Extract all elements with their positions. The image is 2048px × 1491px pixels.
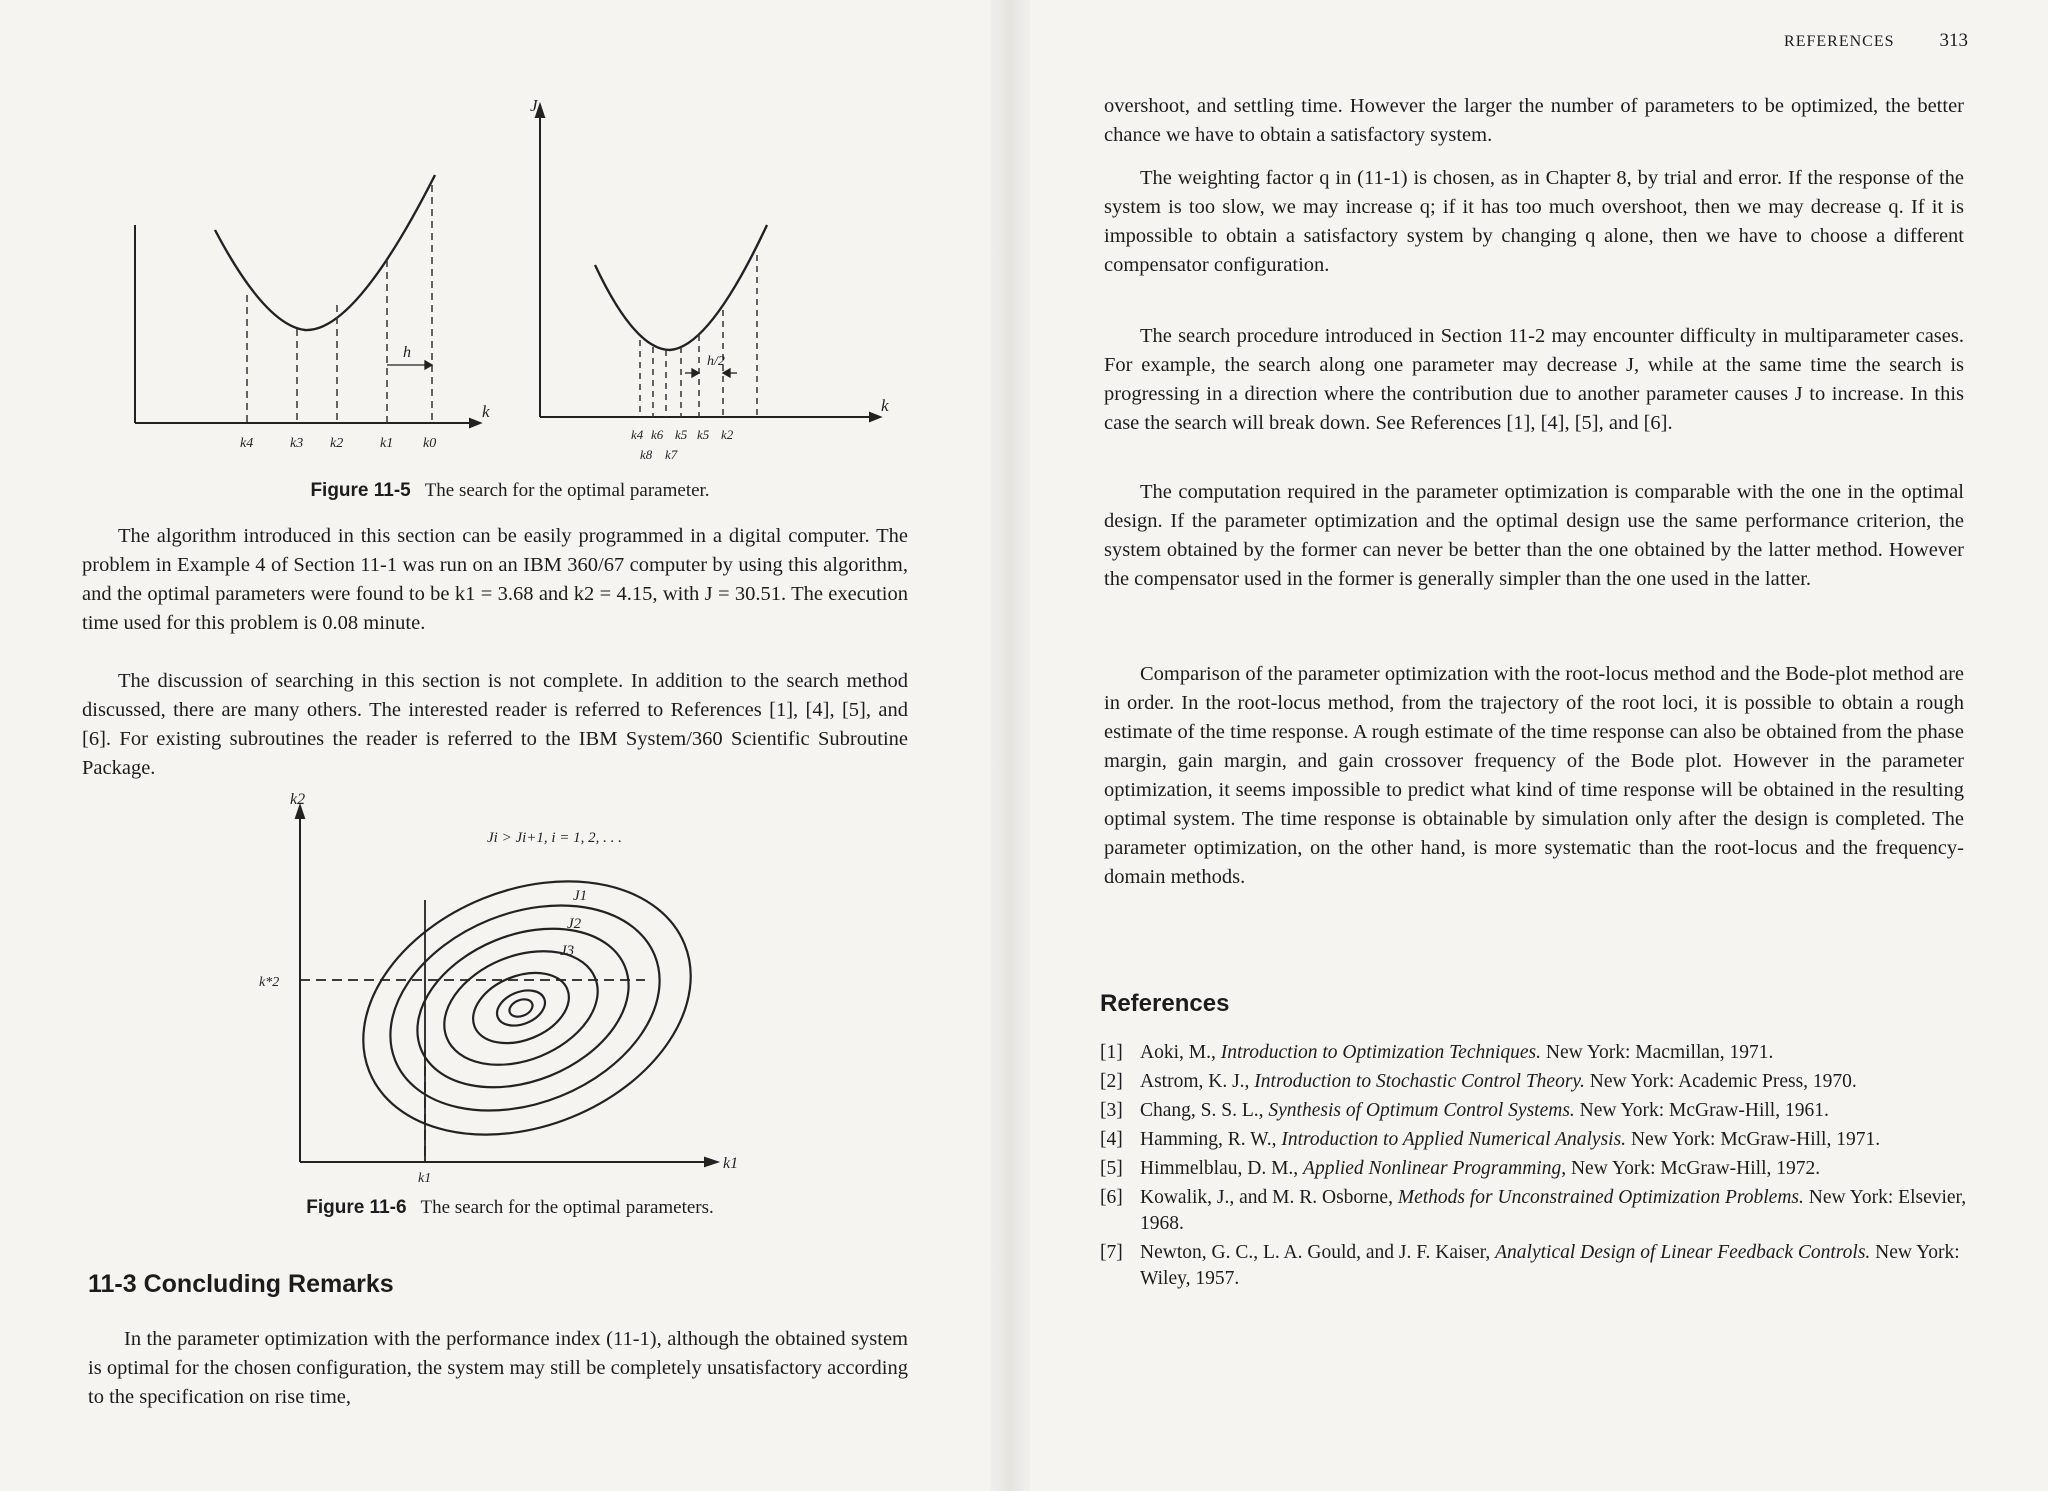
references-heading: References [1100,990,1230,1017]
section-heading: 11-3 Concluding Remarks [88,1270,394,1298]
figure-11-6-drawing [255,790,755,1190]
fig6-x-axis-label: k1 [723,1155,739,1172]
contour-label-j3: J3 [560,943,575,959]
figure-11-6 [255,790,755,1190]
right-tick-top-3: k5 [697,427,710,442]
fig6-y-axis-label: k2 [290,791,306,808]
figure-11-5-caption-text: The search for the optimal parameter. [424,480,710,501]
right-tick-top-4: k2 [721,427,734,442]
right-para-2: The weighting factor q in (11-1) is chosen, as in Chapter 8, by trial and error. If the response of the system is too slow, we may increase q; if it has too much overshoot, then we may decrease q. If it is impossible to obtain a satisfactory system by changing q alone, then we have to choose a different compensator configuration. [1104,167,1964,276]
fig6-y-mark-label: k*2 [259,975,280,990]
right-tick-top-2: k5 [675,427,688,442]
right-tick-bottom-1: k7 [665,447,678,462]
figure-11-5-caption [130,480,890,502]
k1-axis-arrow [705,1158,717,1166]
fig6-x-mark-label: k1 [418,1171,432,1186]
right-para-4: The computation required in the parameter optimization is comparable with the one in the optimal design. If the parameter optimization and the optimal design use the same performance criterion, the system obtained by the former can never be better than the one obtained by the latter method. However the compensator used in the former is generally simpler than the one used in the latter. [1104,481,1964,590]
right-tick-top-1: k6 [651,427,664,442]
figure-11-6-caption-text: The search for the optimal parameters. [420,1197,714,1218]
reference-item: [4] Hamming, R. W., Introduction to Applied Numerical Analysis. New York: McGraw-Hill, 1971. [1100,1129,1881,1150]
left-x-axis-label: k [482,402,490,421]
reference-item: [6] Kowalik, J., and M. R. Osborne, Methods for Unconstrained Optimization Problems. New York: Elsevier, 1968. [1100,1187,1967,1234]
left-tick-0: k4 [240,436,254,451]
contours [325,835,729,1181]
left-x-arrow [470,419,480,427]
right-tick-top-0: k4 [631,427,644,442]
right-para-3: The search procedure introduced in Section 11-2 may encounter difficulty in multiparameter cases. For example, the search along one parameter may decrease J, while at the same time the search is progressing in a direction where the contribution due to another parameter causes J to increase. In this case the search will break down. See References [1], [4], [5], and [6]. [1104,325,1964,434]
fig6-condition: Ji > Ji+1, i = 1, 2, . . . [487,830,622,846]
reference-list [1100,1040,1990,1295]
left-tick-4: k0 [423,436,437,451]
left-tick-3: k1 [380,436,394,451]
figure-11-6-caption-label: Figure 11-6 [306,1197,407,1218]
contour-label-j1: J1 [573,888,588,904]
reference-item: [1] Aoki, M., Introduction to Optimization Techniques. New York: Macmillan, 1971. [1100,1042,1774,1063]
running-head-title: REFERENCES [1784,33,1895,50]
right-curve [595,225,767,350]
reference-item: [5] Himmelblau, D. M., Applied Nonlinear Programming, New York: McGraw-Hill, 1972. [1100,1158,1821,1179]
right-step-label: h/2 [707,354,725,369]
reference-item: [7] Newton, G. C., L. A. Gould, and J. F. Kaiser, Analytical Design of Linear Feedback Controls. New York: Wiley, 1957. [1100,1242,1960,1289]
figure-11-5 [125,95,895,475]
figure-11-5-drawing [125,95,895,475]
right-tick-bottom-0: k8 [640,447,653,462]
reference-item: [2] Astrom, K. J., Introduction to Stochastic Control Theory. New York: Academic Press, 1970. [1100,1071,1857,1092]
right-y-axis-label: J [530,96,538,115]
reference-item: [3] Chang, S. S. L., Synthesis of Optimum Control Systems. New York: McGraw-Hill, 1961. [1100,1100,1829,1121]
running-head [1784,30,1968,52]
right-para-1: overshoot, and settling time. However the larger the number of parameters to be optimized, the better chance we have to obtain a satisfactory system. [1104,95,1964,146]
figure-11-5-caption-label: Figure 11-5 [310,480,411,501]
figure-11-6-caption [130,1197,890,1219]
left-step-label: h [403,344,411,361]
contour-label-j2: J2 [567,916,582,932]
left-para-2: The discussion of searching in this section is not complete. In addition to the search method discussed, there are many others. The interested reader is referred to References [1], [4], [5], and [6]. For existing subroutines the reader is referred to the IBM System/360 Scientific Subroutine Package. [82,670,908,779]
left-para-1: The algorithm introduced in this section can be easily programmed in a digital computer. The problem in Example 4 of Section 11-1 was run on an IBM 360/67 computer by using this algorithm, and the optimal parameters were found to be k1 = 3.68 and k2 = 4.15, with J = 30.51. The execution time used for this problem is 0.08 minute. [82,525,908,634]
left-tick-2: k2 [330,436,344,451]
page-number: 313 [1939,30,1968,51]
left-page [0,0,990,1491]
right-para-5: Comparison of the parameter optimization with the root-locus method and the Bode-plot method are in order. In the root-locus method, from the trajectory of the root loci, it is possible to obtain a rough estimate of the time response. A rough estimate of the time response can also be obtained from the phase margin, gain margin, and gain crossover frequency of the Bode plot. However in the parameter optimization, it seems impossible to predict what kind of time response will be obtained in the resulting optimal system. The time response is obtainable by simulation only after the design is completed. The parameter optimization, on the other hand, is more systematic than the root-locus and the frequency-domain methods. [1104,663,1964,888]
right-x-axis-label: k [881,396,889,415]
right-page [1030,0,2048,1491]
book-gutter [990,0,1030,1491]
left-tick-1: k3 [290,436,304,451]
left-curve [215,175,435,330]
left-para-3: In the parameter optimization with the performance index (11-1), although the obtained system is optimal for the chosen configuration, the system may still be completely unsatisfactory according to the specification on rise time, [88,1328,908,1408]
right-x-arrow [870,413,880,421]
